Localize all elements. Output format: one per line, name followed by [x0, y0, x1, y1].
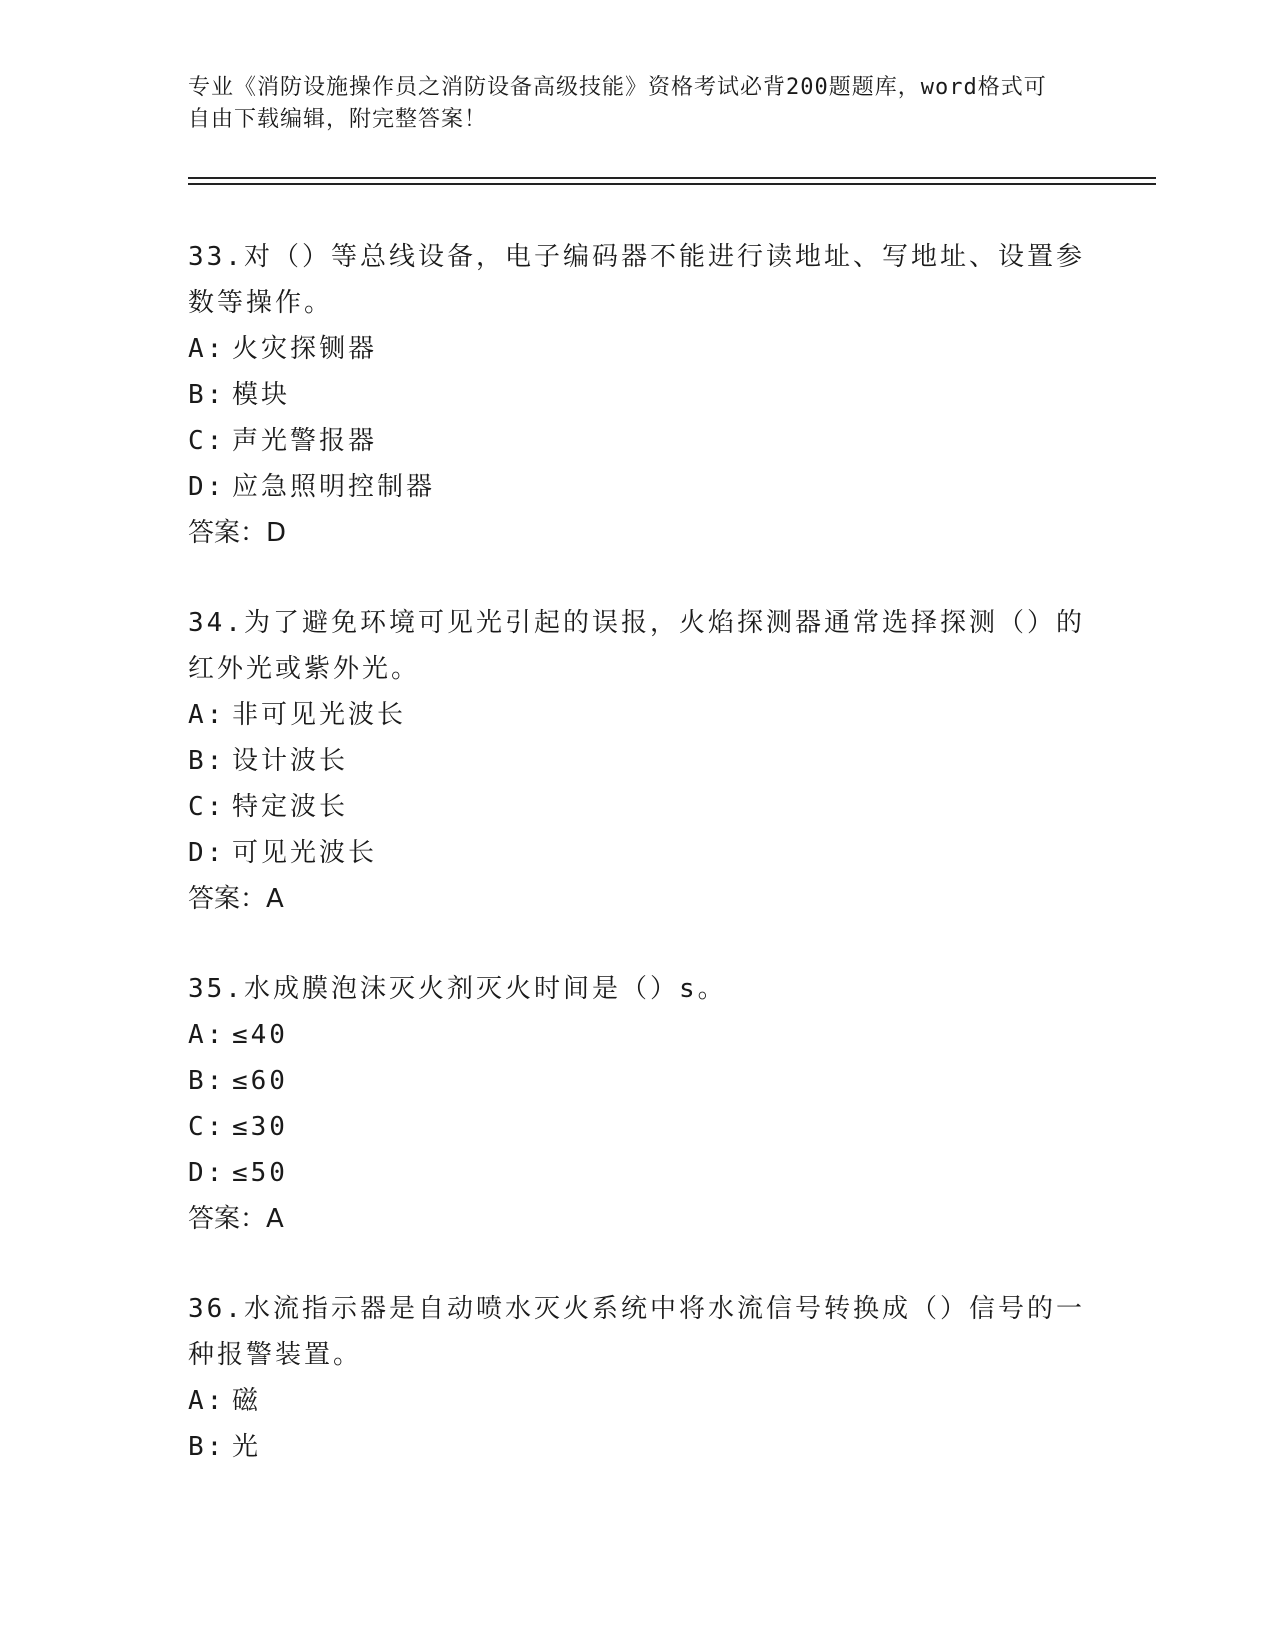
- answer-line: 答案：A: [188, 884, 284, 914]
- question-stem: 33.对（）等总线设备，电子编码器不能进行读地址、写地址、设置参数等操作。: [188, 242, 1085, 318]
- document-header: [188, 72, 1068, 136]
- option-a: [188, 326, 1088, 372]
- option-c: [188, 418, 1088, 464]
- header-divider-top: [188, 177, 1156, 179]
- option-letter: A:: [188, 700, 226, 730]
- option-letter: B:: [188, 1432, 226, 1462]
- option-a: [188, 1012, 1088, 1058]
- option-text: ≤50: [232, 1158, 288, 1188]
- option-letter: D:: [188, 472, 226, 502]
- option-letter: D:: [188, 838, 226, 868]
- question-stem: 36.水流指示器是自动喷水灭火系统中将水流信号转换成（）信号的一种报警装置。: [188, 1294, 1085, 1370]
- option-a: [188, 1378, 1088, 1424]
- option-text: 火灾探铡器: [232, 334, 378, 364]
- option-letter: C:: [188, 792, 226, 822]
- option-text: ≤30: [232, 1112, 288, 1142]
- option-text: ≤40: [232, 1020, 288, 1050]
- header-divider-bottom: [188, 183, 1156, 185]
- option-letter: C:: [188, 1112, 226, 1142]
- option-b: [188, 372, 1088, 418]
- option-text: 模块: [232, 380, 291, 410]
- option-letter: B:: [188, 380, 226, 410]
- option-d: [188, 1150, 1088, 1196]
- option-text: 非可见光波长: [232, 700, 407, 730]
- question-stem: 34.为了避免环境可见光引起的误报，火焰探测器通常选择探测（）的红外光或紫外光。: [188, 608, 1085, 684]
- header-text: 专业《消防设施操作员之消防设备高级技能》资格考试必背200题题库，word格式可自由下载编辑，附完整答案！: [188, 75, 1047, 132]
- option-text: 光: [232, 1432, 262, 1462]
- option-text: 声光警报器: [232, 426, 378, 456]
- question-36: [188, 1286, 1088, 1470]
- option-letter: C:: [188, 426, 226, 456]
- question-stem: 35.水成膜泡沫灭火剂灭火时间是（）s。: [188, 974, 727, 1004]
- option-c: [188, 784, 1088, 830]
- option-letter: D:: [188, 1158, 226, 1188]
- option-text: 可见光波长: [232, 838, 378, 868]
- option-letter: B:: [188, 1066, 226, 1096]
- question-33: [188, 234, 1088, 556]
- answer-line: 答案：D: [188, 518, 287, 548]
- question-35: [188, 966, 1088, 1242]
- option-text: ≤60: [232, 1066, 288, 1096]
- question-34: [188, 600, 1088, 922]
- option-letter: A:: [188, 334, 226, 364]
- option-c: [188, 1104, 1088, 1150]
- option-text: 特定波长: [232, 792, 349, 822]
- option-letter: A:: [188, 1020, 226, 1050]
- option-b: [188, 1058, 1088, 1104]
- option-b: [188, 738, 1088, 784]
- option-letter: B:: [188, 746, 226, 776]
- option-letter: A:: [188, 1386, 226, 1416]
- option-text: 应急照明控制器: [232, 472, 436, 502]
- option-a: [188, 692, 1088, 738]
- answer-line: 答案：A: [188, 1204, 284, 1234]
- option-b: [188, 1424, 1088, 1470]
- option-d: [188, 464, 1088, 510]
- option-text: 设计波长: [232, 746, 349, 776]
- option-text: 磁: [232, 1386, 262, 1416]
- option-d: [188, 830, 1088, 876]
